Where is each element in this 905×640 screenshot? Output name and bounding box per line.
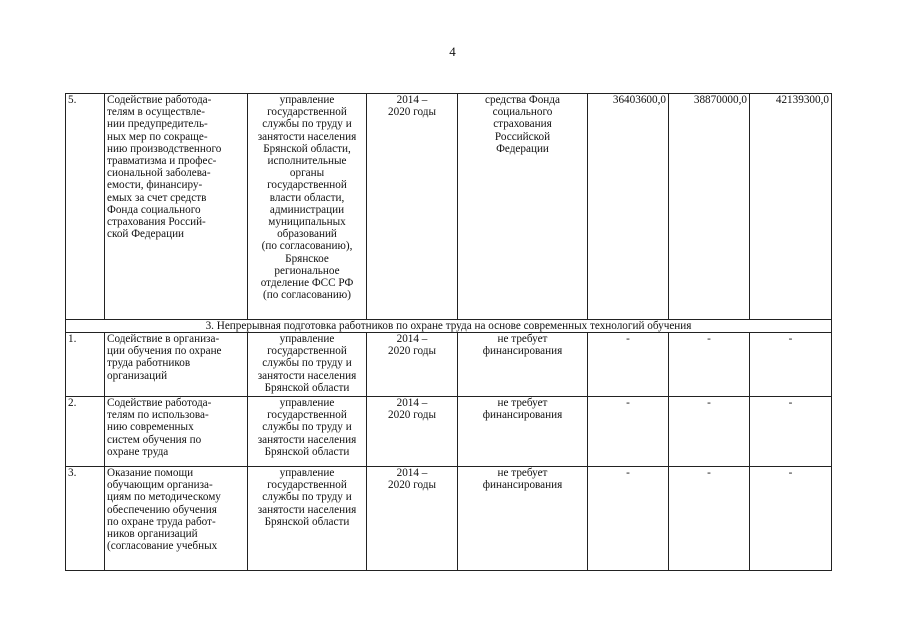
cell-line: Брянской области, <box>263 142 351 155</box>
cell-line: социального <box>492 106 553 119</box>
table-row <box>66 333 832 397</box>
measure-cell <box>105 467 248 571</box>
amount-cell: - <box>588 333 669 397</box>
amount-cell: 42139300,0 <box>750 94 832 320</box>
amount-cell: - <box>750 397 832 467</box>
term-cell <box>367 94 458 320</box>
term-cell <box>367 333 458 397</box>
cell-line: Брянское <box>285 252 329 265</box>
cell-line: емых за счет средств <box>107 191 207 204</box>
cell-line: отделение ФСС РФ <box>260 277 354 290</box>
cell-line: не требует <box>497 467 548 479</box>
cell-line: финансирования <box>482 345 563 358</box>
cell-line: управление <box>279 467 335 479</box>
cell-line: 2014 – <box>396 397 428 409</box>
funding-cell <box>458 333 588 397</box>
row-number: 2. <box>66 397 105 467</box>
amount-cell: - <box>669 333 750 397</box>
cell-line: 2014 – <box>396 467 428 479</box>
cell-line: страхования Россий- <box>107 216 206 229</box>
cell-line: средства Фонда <box>485 94 560 106</box>
measure-cell <box>105 333 248 397</box>
row-number: 1. <box>66 333 105 397</box>
amount-cell: - <box>750 467 832 571</box>
cell-line: управление <box>279 333 335 345</box>
cell-line: Брянской области <box>264 515 350 528</box>
measure-cell <box>105 94 248 320</box>
cell-line: ных мер по сокраще- <box>107 130 208 143</box>
cell-line: ции обучения по охране <box>107 345 222 358</box>
cell-line: 2014 – <box>396 94 428 106</box>
cell-line: организаций <box>107 369 168 382</box>
executor-cell <box>248 397 367 467</box>
cell-line: циям по методическому <box>107 491 221 504</box>
cell-line: ской Федерации <box>107 228 185 241</box>
cell-line: службы по труду и <box>262 118 352 131</box>
cell-line: нию современных <box>107 421 194 434</box>
cell-line: занятости населения <box>257 130 357 143</box>
cell-line: финансирования <box>482 409 563 422</box>
cell-line: финансирования <box>482 479 563 492</box>
amount-cell: - <box>669 397 750 467</box>
measures-table <box>65 93 832 571</box>
cell-line: государственной <box>267 179 347 192</box>
cell-line: 2020 годы <box>388 345 436 358</box>
cell-line: управление <box>279 94 335 106</box>
amount-cell: 36403600,0 <box>588 94 669 320</box>
table-row <box>66 397 832 467</box>
cell-line: 2020 годы <box>388 106 436 119</box>
amount-cell: - <box>588 397 669 467</box>
cell-line: 2020 годы <box>388 479 436 492</box>
cell-line: не требует <box>497 397 548 409</box>
cell-line: службы по труду и <box>262 491 352 504</box>
amount-cell: - <box>750 333 832 397</box>
cell-line: государственной <box>267 106 347 119</box>
cell-line: службы по труду и <box>262 357 352 370</box>
table-row <box>66 94 832 320</box>
executor-cell <box>248 333 367 397</box>
cell-line: нию производственного <box>107 142 222 155</box>
cell-line: емости, финансиру- <box>107 179 203 192</box>
cell-line: государственной <box>267 479 347 492</box>
cell-line: Фонда социального <box>107 203 201 216</box>
cell-line: не требует <box>497 333 548 345</box>
cell-line: власти области, <box>269 191 345 204</box>
cell-line: администрации <box>269 203 345 216</box>
section-header-row <box>66 320 832 333</box>
cell-line: Содействие работода- <box>107 397 212 409</box>
row-number: 5. <box>66 94 105 320</box>
cell-line: Российской <box>494 130 551 143</box>
cell-line: по охране труда работ- <box>107 515 216 528</box>
executor-cell <box>248 94 367 320</box>
amount-cell: 38870000,0 <box>669 94 750 320</box>
cell-line: систем обучения по <box>107 433 202 446</box>
row-number: 3. <box>66 467 105 571</box>
funding-cell <box>458 94 588 320</box>
cell-line: государственной <box>267 345 347 358</box>
cell-line: образований <box>277 228 337 241</box>
cell-line: Содействие работода- <box>107 94 212 106</box>
cell-line: 2020 годы <box>388 409 436 422</box>
cell-line: травматизма и профес- <box>107 155 217 168</box>
executor-cell <box>248 467 367 571</box>
funding-cell <box>458 397 588 467</box>
measure-cell <box>105 397 248 467</box>
cell-line: обеспечению обучения <box>107 503 217 516</box>
cell-line: нии предупредитель- <box>107 118 208 131</box>
cell-line: занятости населения <box>257 369 357 382</box>
cell-line: 2014 – <box>396 333 428 345</box>
cell-line: исполнительные <box>267 155 347 168</box>
cell-line: Брянской области <box>264 381 350 394</box>
cell-line: муниципальных <box>268 216 346 229</box>
cell-line: занятости населения <box>257 503 357 516</box>
cell-line: охране труда <box>107 445 169 458</box>
cell-line: государственной <box>267 409 347 422</box>
cell-line: сиональной заболева- <box>107 167 211 180</box>
cell-line: управление <box>279 397 335 409</box>
cell-line: органы <box>289 167 325 180</box>
cell-line: (по согласованию) <box>263 289 351 302</box>
cell-line: региональное <box>274 264 340 277</box>
cell-line: (по согласованию), <box>261 240 353 253</box>
table-row <box>66 467 832 571</box>
amount-cell: - <box>588 467 669 571</box>
amount-cell: - <box>669 467 750 571</box>
cell-line: (согласование учебных <box>107 540 218 553</box>
cell-line: занятости населения <box>257 433 357 446</box>
cell-line: Федерации <box>496 142 549 155</box>
page-number: 4 <box>449 44 456 59</box>
cell-line: Содействие в организа- <box>107 333 220 345</box>
cell-line: службы по труду и <box>262 421 352 434</box>
funding-cell <box>458 467 588 571</box>
section-title: 3. Непрерывная подготовка работников по охране труда на основе современных технологий обучения <box>66 320 832 333</box>
cell-line: телям в осуществле- <box>107 106 205 119</box>
term-cell <box>367 467 458 571</box>
term-cell <box>367 397 458 467</box>
cell-line: труда работников <box>107 357 191 370</box>
cell-line: Брянской области <box>264 445 350 458</box>
cell-line: обучающим организа- <box>107 479 213 492</box>
cell-line: Оказание помощи <box>107 467 194 479</box>
cell-line: ников организаций <box>107 528 198 541</box>
cell-line: телям по использова- <box>107 409 209 422</box>
cell-line: страхования <box>493 118 552 131</box>
